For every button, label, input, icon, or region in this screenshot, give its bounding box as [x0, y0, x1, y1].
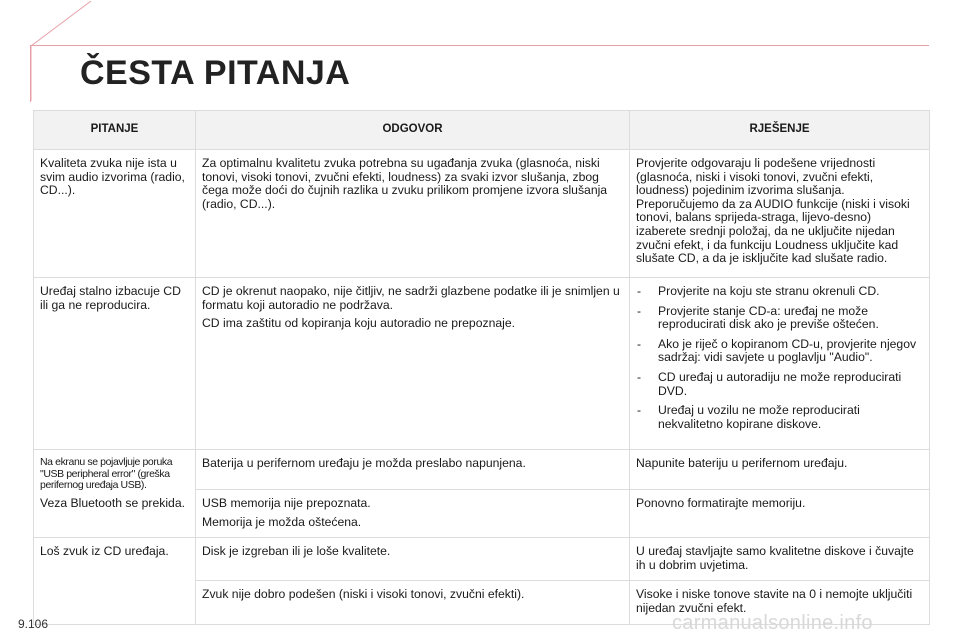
question-cell: Na ekranu se pojavljuje poruka "USB peripheral error" (greška perifernog uređaja USB). Veza Bluetooth se prekida.	[34, 450, 196, 538]
answer-cell: Disk je izgreban ili je loše kvalitete.	[196, 538, 630, 581]
list-item: - Provjerite na koju ste stranu okrenuli CD.	[636, 285, 923, 299]
answer-cell: Za optimalnu kvalitetu zvuka potrebna su ugađanja zvuka (glasnoća, niski tonovi, visoki tonovi, zvučni efekti, loudness) za svaki izvor slušanja, zbog čega može doći do čujnih razlika u zvuku prilikom promjene izvora slušanja (radio, CD...).	[196, 150, 630, 278]
solution-cell	[630, 278, 930, 450]
table-row	[34, 538, 930, 581]
list-item: - Uređaj u vozilu ne može reproducirati nekvalitetno kopirane diskove.	[636, 404, 923, 431]
solution-cell: Napunite bateriju u perifernom uređaju.	[630, 450, 930, 490]
answer-cell: CD je okrenut naopako, nije čitljiv, ne sadrži glazbene podatke ili je snimljen u formatu koji autoradio ne podržava. CD ima zaštitu od kopiranja koju autoradio ne prepoznaje.	[196, 278, 630, 450]
list-item: - Provjerite stanje CD-a: uređaj ne može reproducirati disk ako je previše oštećen.	[636, 305, 923, 332]
question-cell: Uređaj stalno izbacuje CD ili ga ne reproducira.	[34, 278, 196, 450]
page-number: 9.106	[18, 617, 49, 631]
column-header-solution: RJEŠENJE	[630, 111, 930, 150]
answer-cell: Zvuk nije dobro podešen (niski i visoki tonovi, zvučni efekti).	[196, 581, 630, 624]
list-item: - CD uređaj u autoradiju ne može reproducirati DVD.	[636, 371, 923, 398]
answer-cell: USB memorija nije prepoznata. Memorija je možda oštećena.	[196, 490, 630, 538]
solution-list	[636, 285, 923, 431]
list-item: - Ako je riječ o kopiranom CD-u, provjerite njegov sadržaj: vidi savjete u poglavlju "Audio".	[636, 338, 923, 365]
question-cell: Loš zvuk iz CD uređaja.	[34, 538, 196, 624]
solution-cell: Visoke i niske tonove stavite na 0 i nemojte uključiti nijedan zvučni efekt.	[630, 581, 930, 624]
faq-table	[33, 110, 930, 625]
question-cell: Kvaliteta zvuka nije ista u svim audio izvorima (radio, CD...).	[34, 150, 196, 278]
table-row	[34, 150, 930, 278]
solution-cell: U uređaj stavljajte samo kvalitetne diskove i čuvajte ih u dobrim uvjetima.	[630, 538, 930, 581]
page-title: ČESTA PITANJA	[80, 54, 351, 92]
header-corner-decoration	[1, 1, 61, 61]
faq-table-container	[33, 110, 929, 625]
answer-cell: Baterija u perifernom uređaju je možda preslabo napunjena.	[196, 450, 630, 490]
table-header-row	[34, 111, 930, 150]
column-header-question: PITANJE	[34, 111, 196, 150]
table-row	[34, 450, 930, 490]
column-header-answer: ODGOVOR	[196, 111, 630, 150]
solution-cell: Provjerite odgovaraju li podešene vrijednosti (glasnoća, niski i visoki tonovi, zvučni efekti, loudness) pojedinim izvorima slušanja. Preporučujemo da za AUDIO funkcije (niski i visoki tonovi, balans sprijeda-straga, lijevo-desno) izaberete srednji položaj, da ne uključite nijedan zvučni efekt, i da funkciju Loudness uključite kad slušate CD, a da je isključite kad slušate radio.	[630, 150, 930, 278]
table-row	[34, 278, 930, 450]
watermark: carmanualsonline.info	[672, 612, 873, 634]
solution-cell: Ponovno formatirajte memoriju.	[630, 490, 930, 538]
